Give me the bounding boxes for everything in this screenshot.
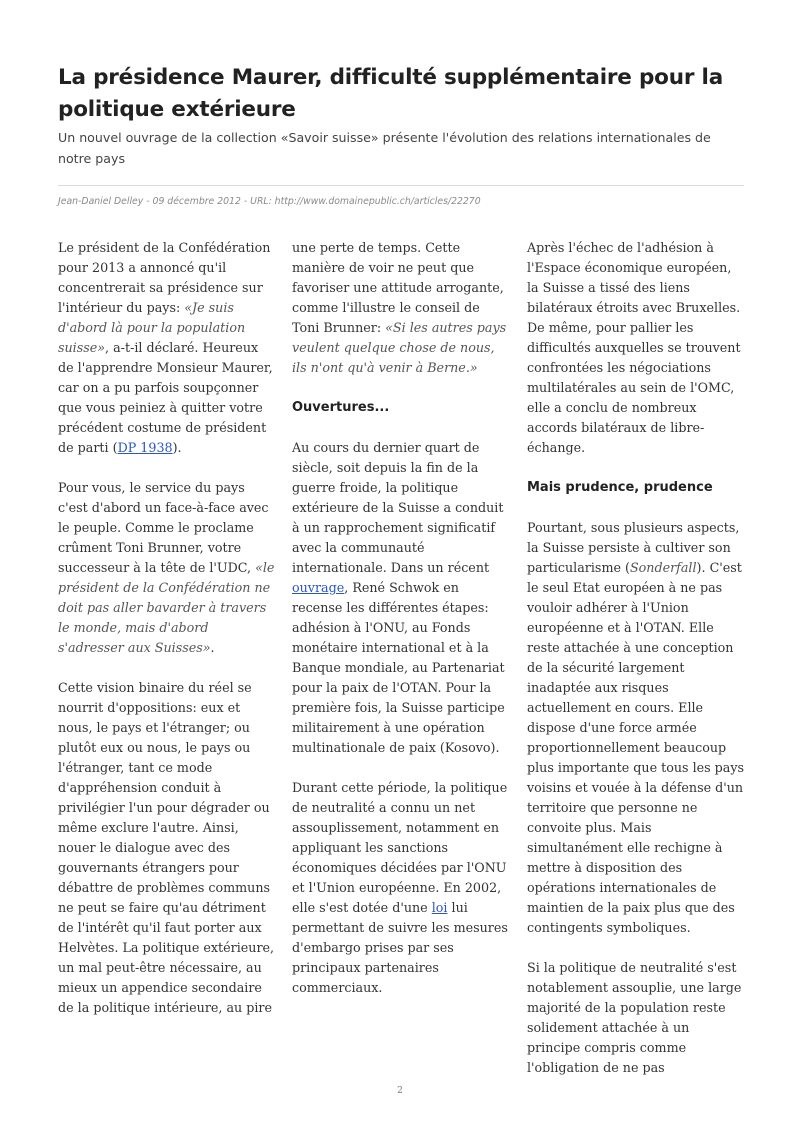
paragraph: Au cours du dernier quart de siècle, soit depuis la fin de la guerre froide, la politique extérieure de la Suisse a conduit à un rapprochement significatif avec la communauté internationale. Dans un récent ouvrage, René Schwok en recense les différentes étapes: adhésion à l'ONU, au Fonds monétaire international et à la Banque mondiale, au Partenariat pour la paix de l'OTAN. Pour la première fois, la Suisse participe militairement à une opération multinationale de paix (Kosovo). <box>292 440 505 755</box>
header-divider <box>58 185 744 186</box>
ouvrage-link[interactable]: ouvrage <box>292 580 345 595</box>
column-3 <box>527 238 745 1098</box>
paragraph: une perte de temps. Cette manière de voir ne peut que favoriser une attitude arrogante, comme l'illustre le conseil de Toni Brunner: «Si les autres pays veulent quelque chose de nous, ils n'ont qu'à venir à Berne.» <box>292 240 507 375</box>
loi-link[interactable]: loi <box>431 900 448 915</box>
column-2 <box>292 238 510 1018</box>
section-heading-prudence: Mais prudence, prudence <box>527 480 713 495</box>
quote: «Je suis d'abord là pour la population suisse» <box>58 300 246 355</box>
paragraph: Si la politique de neutralité s'est notablement assouplie, une large majorité de la population reste solidement attachée à un principe compris comme l'obligation de ne pas <box>527 960 742 1075</box>
article-subtitle: Un nouvel ouvrage de la collection «Savoir suisse» présente l'évolution des relations internationales de notre pays <box>58 130 711 166</box>
paragraph: Pourtant, sous plusieurs aspects, la Suisse persiste à cultiver son particularisme (Sonderfall). C'est le seul Etat européen à ne pas vouloir adhérer à l'Union européenne et à l'OTAN. Elle reste attachée à une conception de la sécurité largement inadaptée aux risques actuellement en cours. Elle dispose d'une force armée proportionnellement beaucoup plus importante que tous les pays voisins et vouée à la défense d'un territoire que personne ne convoite plus. Mais simultanément elle rechigne à mettre à disposition des opérations internationales de maintien de la paix plus que des contingents symboliques. <box>527 520 745 935</box>
paragraph: Après l'échec de l'adhésion à l'Espace économique européen, la Suisse a tissé des liens bilatéraux étroits avec Bruxelles. De même, pour pallier les difficultés auxquelles se trouvent confrontées les négociations multilatérales au sein de l'OMC, elle a conclu de nombreux accords bilatéraux de libre-échange. <box>527 240 741 455</box>
paragraph: Le président de la Confédération pour 2013 a annoncé qu'il concentrerait sa présidence sur l'intérieur du pays: «Je suis d'abord là pour la population suisse», a-t-il déclaré. Heureux de l'apprendre Monsieur Maurer, car on a pu parfois soupçonner que vous peiniez à quitter votre précédent costume de président de parti (DP 1938). <box>58 240 273 455</box>
paragraph: Pour vous, le service du pays c'est d'abord un face-à-face avec le peuple. Comme le proclame crûment Toni Brunner, votre successeur à la tête de l'UDC, «le président de la Confédération ne doit pas aller bavarder à travers le monde, mais d'abord s'adresser aux Suisses». <box>58 480 275 655</box>
article-meta: Jean-Daniel Delley - 09 décembre 2012 - URL: http://www.domainepublic.ch/articles/22270 <box>58 196 481 207</box>
page-number: 2 <box>397 1086 403 1096</box>
paragraph: Cette vision binaire du réel se nourrit d'oppositions: eux et nous, le pays et l'étranger; ou plutôt eux ou nous, le pays ou l'étranger, tant ce mode d'appréhension conduit à privilégier l'un pour dégrader ou même exclure l'autre. Ainsi, nouer le dialogue avec des gouvernants étrangers pour débattre de problèmes communs ne peut se faire qu'au détriment de l'intérêt qu'il faut porter aux Helvètes. La politique extérieure, un mal peut-être nécessaire, au mieux un appendice secondaire de la politique intérieure, au pire <box>58 680 275 1015</box>
section-heading-ouvertures: Ouvertures... <box>292 400 390 415</box>
article-title: La présidence Maurer, difficulté supplémentaire pour la politique extérieure <box>58 65 724 122</box>
dp-1938-link[interactable]: DP 1938 <box>117 440 173 455</box>
column-1 <box>58 238 276 1038</box>
paragraph: Durant cette période, la politique de neutralité a connu un net assouplissement, notamment en appliquant les sanctions économiques décidées par l'ONU et l'Union européenne. En 2002, elle s'est dotée d'une loi lui permettant de suivre les mesures d'embargo prises par ses principaux partenaires commerciaux. <box>292 780 508 995</box>
quote: «le président de la Confédération ne doit pas aller bavarder à travers le monde, mais d'abord s'adresser aux Suisses» <box>58 560 275 655</box>
quote: «Si les autres pays veulent quelque chose de nous, ils n'ont qu'à venir à Berne.» <box>292 320 507 375</box>
sonderfall-term: Sonderfall <box>629 560 697 575</box>
